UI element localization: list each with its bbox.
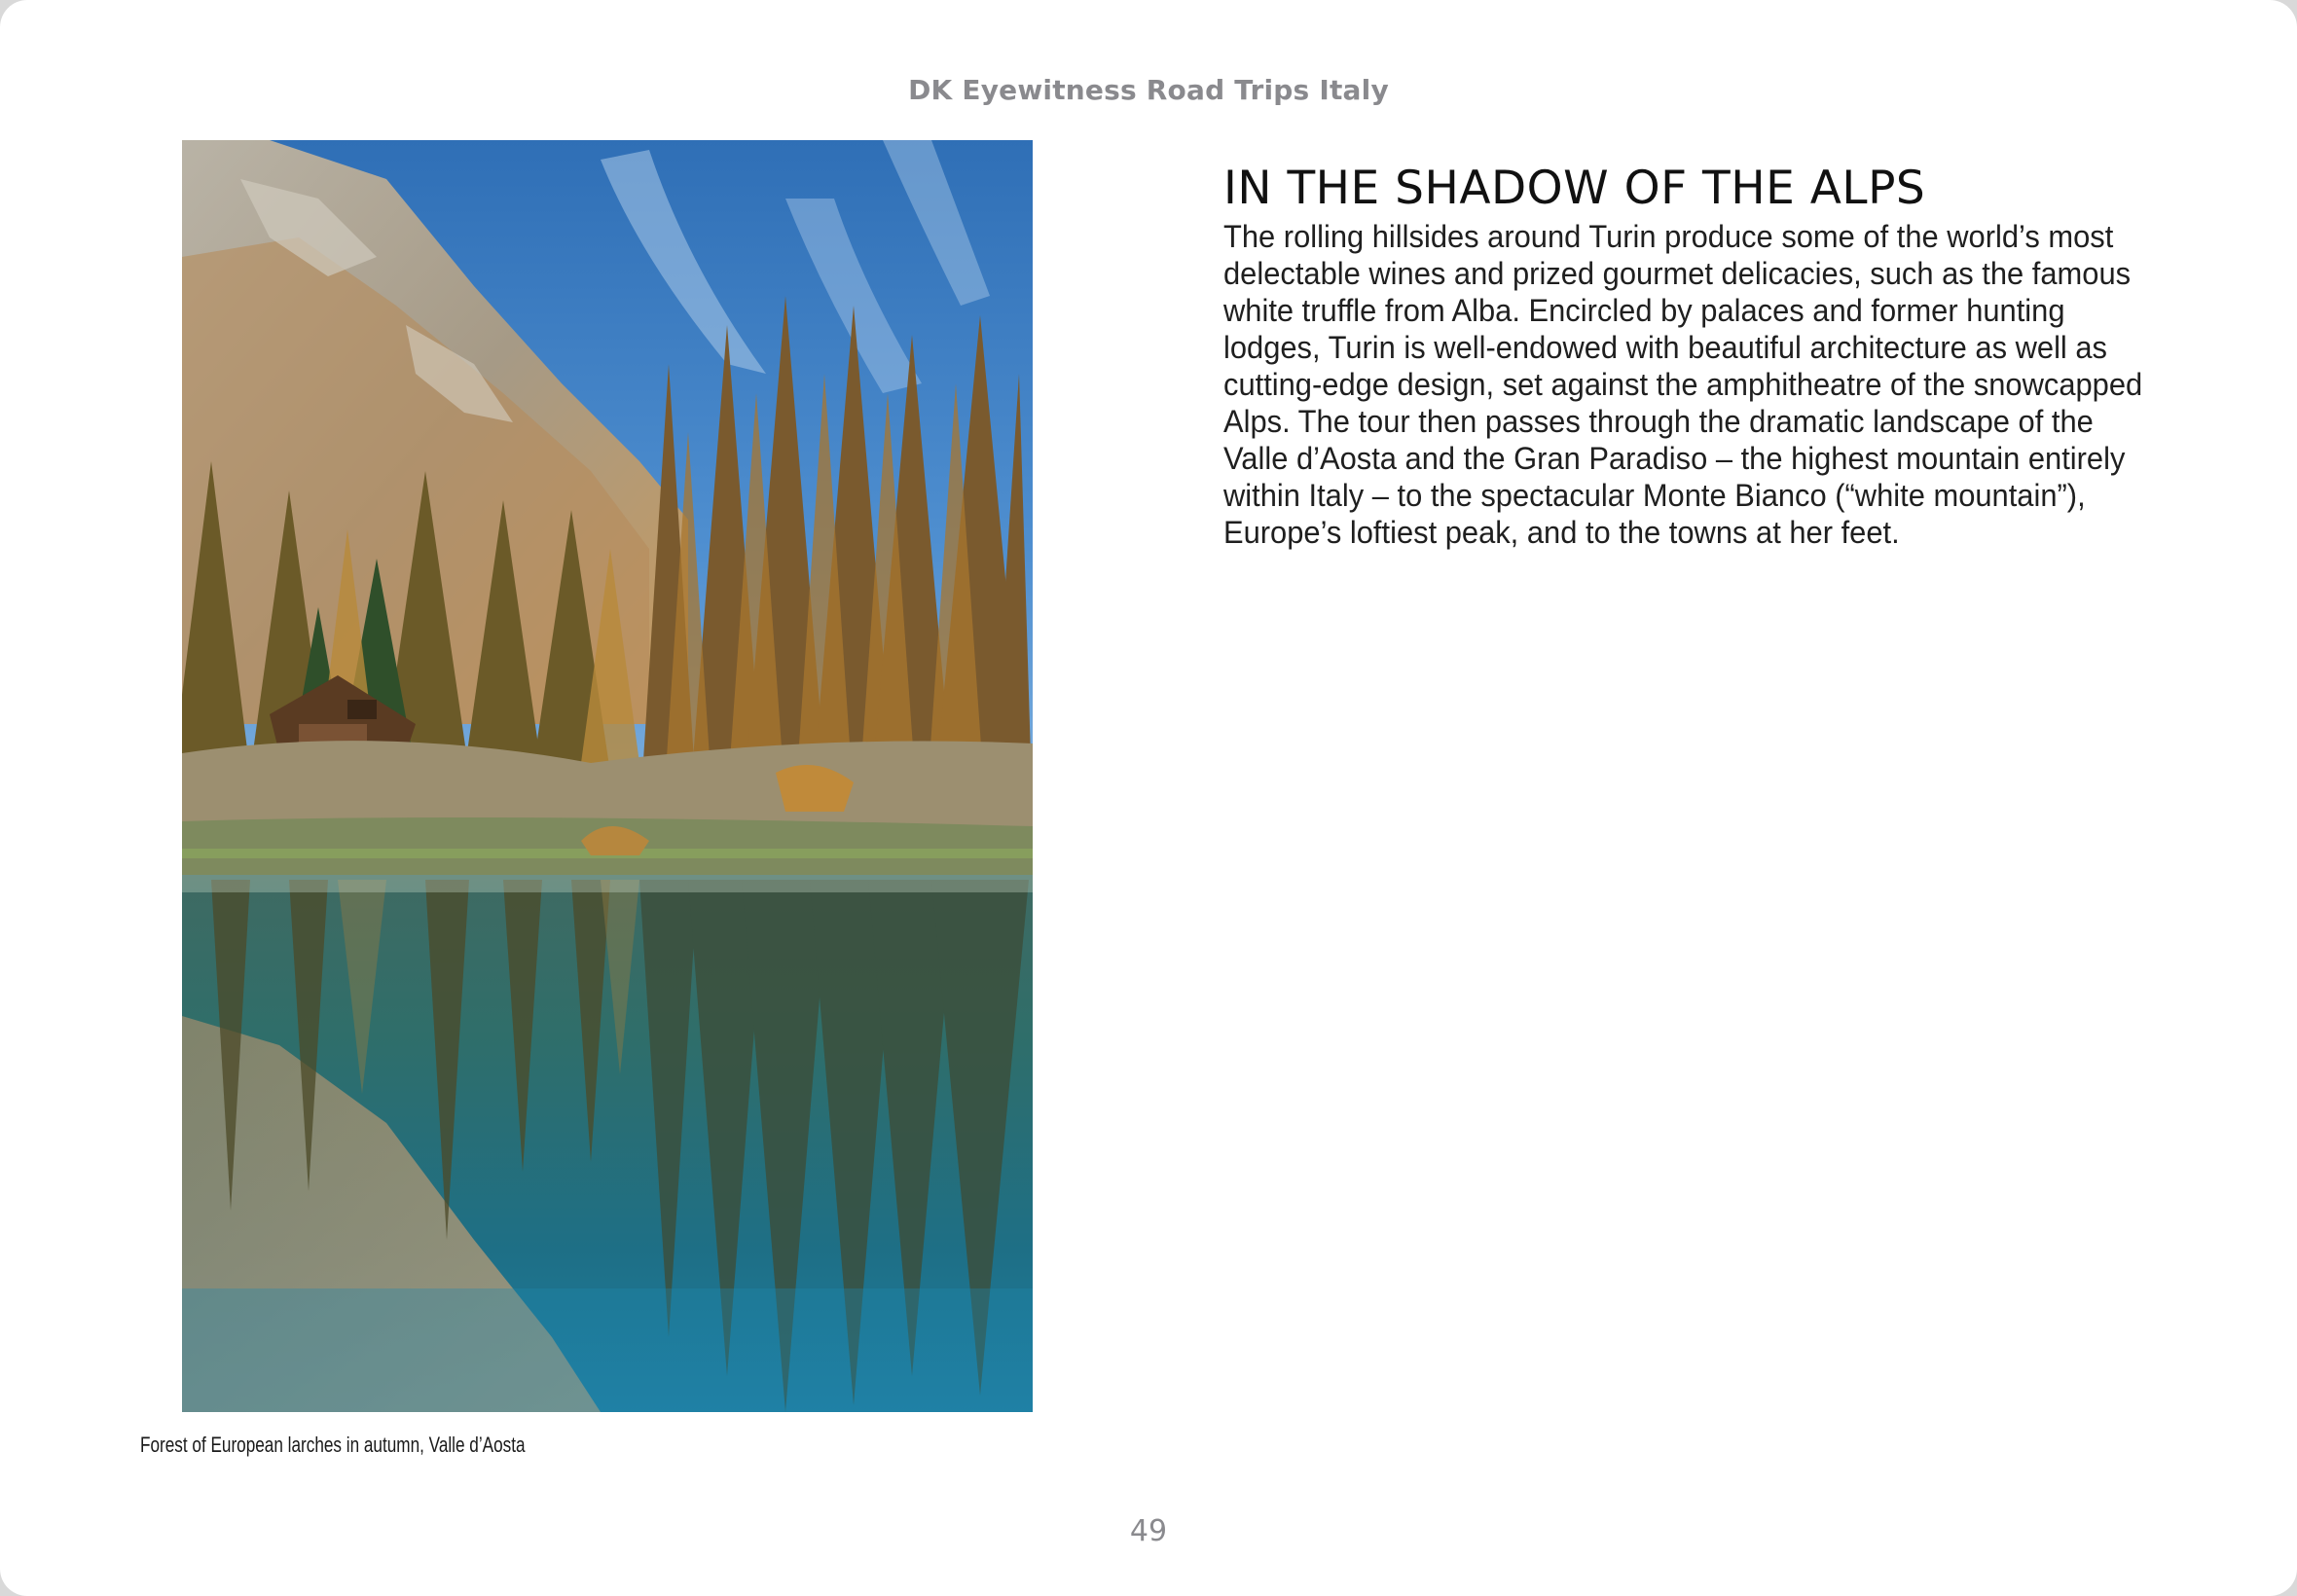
book-title: DK Eyewitness Road Trips Italy	[908, 74, 1389, 106]
body-paragraph: The rolling hillsides around Turin produce some of the world’s most delectable wines and prized gourmet delicacies, such as the famous white truffle from Alba. Encircled by palaces and former hunting lodges, Turin is well-endowed with beautiful architecture as well as cutting-edge design, set against the amphitheatre of the snowcapped Alps. The tour then passes through the dramatic landscape of the Valle d’Aosta and the Gran Paradiso – the highest mountain entirely within Italy – to the spectacular Monte Bianco (“white mountain”), Europe’s loftiest peak, and to the towns at her feet.	[1223, 219, 2143, 550]
photo-caption: Forest of European larches in autumn, Valle d’Aosta	[140, 1433, 526, 1457]
landscape-photo	[182, 140, 1033, 1412]
page-number: 49	[1129, 1514, 1168, 1548]
section-heading: IN THE SHADOW OF THE ALPS	[1223, 162, 1926, 215]
